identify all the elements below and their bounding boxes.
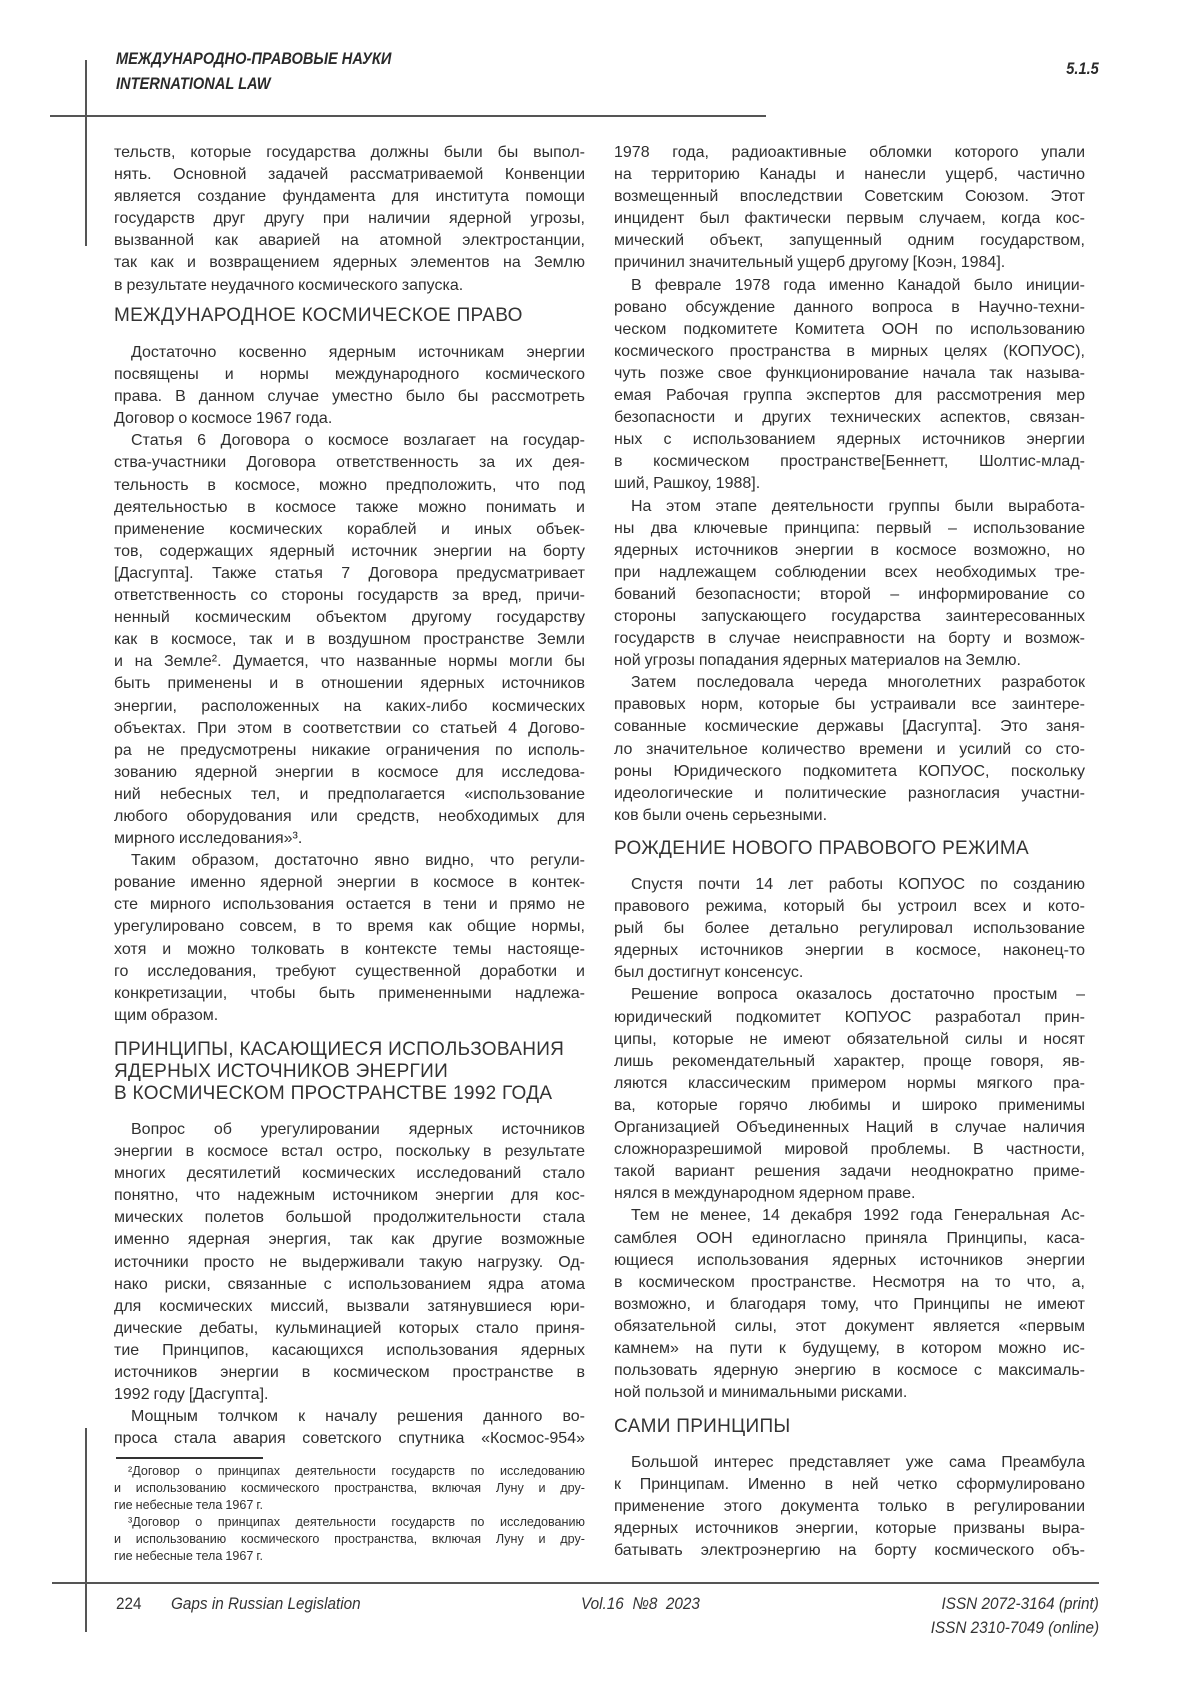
text-line: именно ядерная энергия, так как другие возможные: [114, 1229, 585, 1251]
text-line: [Дасгупта]. Также статья 7 Договора предусматривает: [114, 563, 585, 585]
text-line: как в космосе, так и в воздушном пространстве Земли: [114, 629, 585, 651]
footnote-line: гие небесные тела 1967 г.: [114, 1497, 585, 1514]
text-line: правового режима, который бы устроил всех и кото-: [614, 896, 1085, 918]
text-line: 1978 года, радиоактивные обломки которого упали: [614, 142, 1085, 164]
text-line: тие Принципов, касающихся использования ядерных: [114, 1340, 585, 1362]
text-line: идеологические и политические разногласия участни-: [614, 783, 1085, 805]
text-line: ляются классическим примером нормы мягкого пра-: [614, 1073, 1085, 1095]
text-line: ший, Рашкоу, 1988].: [614, 473, 1085, 495]
text-group: [614, 1452, 1085, 1562]
text-line: конкретизации, чтобы быть примененными надлежа-: [114, 983, 585, 1005]
text-line: в космическом пространстве. Несмотря на то что, а,: [614, 1272, 1085, 1294]
text-line: в результате неудачного космического запуска.: [114, 275, 585, 297]
paragraph: [614, 672, 1085, 827]
section-title-ru: МЕЖДУНАРОДНО-ПРАВОВЫЕ НАУКИ: [116, 49, 391, 69]
footnote-line: и использованию космического пространства, включая Луну и дру-: [114, 1531, 585, 1548]
text-line: такой вариант решения задачи неоднократно приме-: [614, 1161, 1085, 1183]
text-group: [614, 142, 1085, 827]
text-line: сложноразрешимой мировой проблемы. В частности,: [614, 1139, 1085, 1161]
text-line: На этом этапе деятельности группы были выработа-: [614, 496, 1085, 518]
text-line: Тем не менее, 14 декабря 1992 года Генеральная Ас-: [614, 1205, 1085, 1227]
text-line: причинил значительный ущерб другому [Коэн, 1984].: [614, 252, 1085, 274]
footnote: [114, 1463, 585, 1514]
text-line: рование именно ядерной энергии в космосе в контек-: [114, 872, 585, 894]
text-line: Решение вопроса оказалось достаточно простым –: [614, 984, 1085, 1006]
text-line: сованные космические державы [Дасгупта]. Это заня-: [614, 716, 1085, 738]
header-horizontal-rule: [50, 115, 766, 117]
text-line: урегулировано совсем, в то время как общие нормы,: [114, 916, 585, 938]
footnote: [114, 1514, 585, 1565]
text-line: ядерных источников энергии в космосе возможно, но: [614, 540, 1085, 562]
text-line: энергии в космосе встал остро, поскольку в результате: [114, 1141, 585, 1163]
text-line: так как и возвращением ядерных элементов на Землю: [114, 252, 585, 274]
text-line: применение космических кораблей и иных объек-: [114, 519, 585, 541]
section-heading: [614, 838, 1085, 860]
section-heading: [614, 1416, 1085, 1438]
text-line: ющиеся использования ядерных источников энергии: [614, 1250, 1085, 1272]
footnote-line: ²Договор о принципах деятельности государств по исследованию: [114, 1463, 585, 1480]
text-group: [114, 342, 585, 1027]
section-title-en: INTERNATIONAL LAW: [116, 74, 271, 94]
text-line: ны два ключевые принципа: первый – использование: [614, 518, 1085, 540]
text-line: ципы, которые не имеют обязательной силы и носят: [614, 1029, 1085, 1051]
text-line: любого оборудования или средств, необходимых для: [114, 806, 585, 828]
text-line: мических полетов большой продолжительности стала: [114, 1207, 585, 1229]
text-group: [614, 1416, 1085, 1438]
text-line: государств друг другу при наличии ядерной угрозы,: [114, 208, 585, 230]
text-group: [114, 305, 585, 327]
paragraph: [114, 1119, 585, 1406]
heading-line: ЯДЕРНЫХ ИСТОЧНИКОВ ЭНЕРГИИ: [114, 1061, 585, 1083]
text-line: возмещенный впоследствии Советским Союзом. Этот: [614, 186, 1085, 208]
text-line: батывать электроэнергию на борту космического объ-: [614, 1540, 1085, 1562]
text-line: пользовать ядерную энергию в космосе с максималь-: [614, 1360, 1085, 1382]
text-line: роны Юридического подкомитета КОПУОС, поскольку: [614, 761, 1085, 783]
text-group: [114, 1119, 585, 1450]
text-line: Статья 6 Договора о космосе возлагает на государ-: [114, 430, 585, 452]
text-line: ческом подкомитете Комитета ООН по использованию: [614, 319, 1085, 341]
text-line: права. В данном случае уместно было бы рассмотреть: [114, 386, 585, 408]
text-line: ных с использованием ядерных источников энергии: [614, 429, 1085, 451]
text-line: ков были очень серьезными.: [614, 805, 1085, 827]
heading-line: РОЖДЕНИЕ НОВОГО ПРАВОВОГО РЕЖИМА: [614, 838, 1085, 860]
text-line: ва, которые горячо любимы и широко применимы: [614, 1095, 1085, 1117]
page-number: 224: [116, 1594, 142, 1614]
text-line: мирного исследования»³.: [114, 828, 585, 850]
text-line: ний небесных тел, и предполагается «использование: [114, 784, 585, 806]
footnote-line: и использованию космического пространства, включая Луну и дру-: [114, 1480, 585, 1497]
text-line: многих десятилетий космических исследований стало: [114, 1163, 585, 1185]
paragraph: [614, 874, 1085, 984]
text-line: Затем последовала череда многолетних разработок: [614, 672, 1085, 694]
text-line: объектах. При этом в соответствии со статьей 4 Догово-: [114, 718, 585, 740]
text-line: тельность в космосе, можно предположить, что под: [114, 475, 585, 497]
text-line: тов, содержащих ядерный источник энергии на борту: [114, 541, 585, 563]
paragraph: [114, 430, 585, 850]
text-line: Спустя почти 14 лет работы КОПУОС по созданию: [614, 874, 1085, 896]
text-line: Договор о космосе 1967 года.: [114, 408, 585, 430]
text-line: Достаточно косвенно ядерным источникам энергии: [114, 342, 585, 364]
paragraph: [614, 142, 1085, 275]
section-heading: [114, 1039, 585, 1105]
text-line: источников энергии в космическом пространстве в: [114, 1362, 585, 1384]
text-line: быть применены и в отношении ядерных источников: [114, 673, 585, 695]
footer-horizontal-rule: [52, 1582, 1099, 1584]
text-line: бований безопасности; второй – информирование со: [614, 584, 1085, 606]
text-line: источники просто не выдерживали такую нагрузку. Од-: [114, 1252, 585, 1274]
heading-line: ПРИНЦИПЫ, КАСАЮЩИЕСЯ ИСПОЛЬЗОВАНИЯ: [114, 1039, 585, 1061]
text-line: нако риски, связанные с использованием ядра атома: [114, 1274, 585, 1296]
text-line: деятельностью в космосе также можно понимать и: [114, 497, 585, 519]
footnote-separator: [116, 1457, 263, 1459]
footnotes: [114, 1463, 585, 1565]
text-line: чуть позже свое функционирование начала так называ-: [614, 363, 1085, 385]
text-line: ной угрозы попадания ядерных материалов на Землю.: [614, 650, 1085, 672]
text-line: го исследования, требуют существенной доработки и: [114, 961, 585, 983]
paragraph: [114, 1406, 585, 1450]
text-line: проса стала авария советского спутника «Космос-954»: [114, 1428, 585, 1450]
text-line: ло значительное количество времени и усилий со сто-: [614, 739, 1085, 761]
heading-line: МЕЖДУНАРОДНОЕ КОСМИЧЕСКОЕ ПРАВО: [114, 305, 585, 327]
footnote-line: гие небесные тела 1967 г.: [114, 1548, 585, 1565]
text-line: был достигнут консенсус.: [614, 962, 1085, 984]
paragraph: [614, 275, 1085, 496]
text-line: ответственность со стороны государств за вред, причи-: [114, 585, 585, 607]
text-line: юридический подкомитет КОПУОС разработал прин-: [614, 1007, 1085, 1029]
text-line: ядерных источников энергии, которые призваны выра-: [614, 1518, 1085, 1540]
text-line: в космическом пространстве[Беннетт, Шолтис-млад-: [614, 451, 1085, 473]
paragraph: [114, 850, 585, 1027]
paragraph: [614, 1205, 1085, 1404]
text-line: Мощным толчком к началу решения данного во-: [114, 1406, 585, 1428]
text-line: ненный космическим объектом другому государству: [114, 607, 585, 629]
text-line: В феврале 1978 года именно Канадой было иниции-: [614, 275, 1085, 297]
text-line: и на Земле². Думается, что названные нормы могли бы: [114, 651, 585, 673]
paragraph: [614, 496, 1085, 673]
text-line: энергии, расположенных на каких-либо космических: [114, 696, 585, 718]
paragraph: [114, 342, 585, 430]
text-line: нялся в международном ядерном праве.: [614, 1183, 1085, 1205]
text-line: тельств, которые государства должны были бы выпол-: [114, 142, 585, 164]
paragraph: [614, 984, 1085, 1205]
text-line: нять. Основной задачей рассматриваемой Конвенции: [114, 164, 585, 186]
text-line: емая Рабочая группа экспертов для рассмотрения мер: [614, 385, 1085, 407]
section-heading: [114, 305, 585, 327]
text-line: для космических миссий, вызвали затянувшиеся юри-: [114, 1296, 585, 1318]
text-line: сте мирного использования остается в тени и прямо не: [114, 894, 585, 916]
issn-online: ISSN 2310-7049 (online): [931, 1618, 1099, 1638]
journal-name: Gaps in Russian Legislation: [171, 1594, 361, 1614]
text-line: на территорию Канады и нанесли ущерб, частично: [614, 164, 1085, 186]
text-line: щим образом.: [114, 1005, 585, 1027]
text-line: лишь рекомендательный характер, проще говоря, яв-: [614, 1051, 1085, 1073]
text-line: стороны запускающего государства заинтересованных: [614, 606, 1085, 628]
heading-line: В КОСМИЧЕСКОМ ПРОСТРАНСТВЕ 1992 ГОДА: [114, 1083, 585, 1105]
issn-print: ISSN 2072-3164 (print): [942, 1594, 1099, 1614]
footer-vertical-rule: [85, 1428, 87, 1632]
text-line: посвящены и нормы международного космического: [114, 364, 585, 386]
text-line: обязательной силы, этот документ является «первым: [614, 1316, 1085, 1338]
text-line: ровано обсуждение данного вопроса в Научно-техни-: [614, 297, 1085, 319]
section-code: 5.1.5: [1066, 59, 1099, 79]
text-line: дические дебаты, кульминацией которых стало приня-: [114, 1318, 585, 1340]
text-line: рый бы более детально регулировал использование: [614, 918, 1085, 940]
text-line: государств в случае неисправности на борту и возмож-: [614, 628, 1085, 650]
text-line: безопасности и других технических аспектов, связан-: [614, 407, 1085, 429]
text-line: космического пространства в мирных целях (КОПУОС),: [614, 341, 1085, 363]
text-line: вызванной как аварией на атомной электростанции,: [114, 230, 585, 252]
text-line: является создание фундамента для института помощи: [114, 186, 585, 208]
header-vertical-rule: [85, 60, 87, 246]
text-group: [614, 874, 1085, 1404]
text-line: камнем» на пути к будущему, в котором можно ис-: [614, 1338, 1085, 1360]
heading-line: САМИ ПРИНЦИПЫ: [614, 1416, 1085, 1438]
paragraph: [114, 142, 585, 297]
text-group: [614, 838, 1085, 860]
text-line: ства-участники Договора ответственность за их дея-: [114, 452, 585, 474]
text-line: мический объект, запущенный одним государством,: [614, 230, 1085, 252]
text-line: при надлежащем соблюдении всех необходимых тре-: [614, 562, 1085, 584]
text-line: ра не предусмотрены никакие ограничения по исполь-: [114, 740, 585, 762]
text-line: инцидент был фактически первым случаем, когда кос-: [614, 208, 1085, 230]
text-line: ядерных источников энергии в космосе, наконец-то: [614, 940, 1085, 962]
text-group: [114, 1039, 585, 1105]
footnote-line: ³Договор о принципах деятельности государств по исследованию: [114, 1514, 585, 1531]
text-line: хотя и можно толковать в контексте темы настояще-: [114, 939, 585, 961]
text-line: самблея ООН единогласно приняла Принципы, каса-: [614, 1228, 1085, 1250]
text-line: понятно, что надежным источником энергии для кос-: [114, 1185, 585, 1207]
text-line: зованию ядерной энергии в космосе для исследова-: [114, 762, 585, 784]
text-line: 1992 году [Дасгупта].: [114, 1384, 585, 1406]
text-line: к Принципам. Именно в ней четко сформулировано: [614, 1474, 1085, 1496]
text-line: Организацией Объединенных Наций в случае наличия: [614, 1117, 1085, 1139]
text-group: [114, 142, 585, 297]
text-line: возможно, и благодаря тому, что Принципы не имеют: [614, 1294, 1085, 1316]
text-line: применение этого документа только в регулировании: [614, 1496, 1085, 1518]
text-line: ной пользой и минимальными рисками.: [614, 1382, 1085, 1404]
issue-info: Vol.16 №8 2023: [581, 1594, 700, 1614]
text-line: Вопрос об урегулировании ядерных источников: [114, 1119, 585, 1141]
text-line: Таким образом, достаточно явно видно, что регули-: [114, 850, 585, 872]
text-line: правовых норм, которые бы устраивали все заинтере-: [614, 694, 1085, 716]
text-line: Большой интерес представляет уже сама Преамбула: [614, 1452, 1085, 1474]
paragraph: [614, 1452, 1085, 1562]
